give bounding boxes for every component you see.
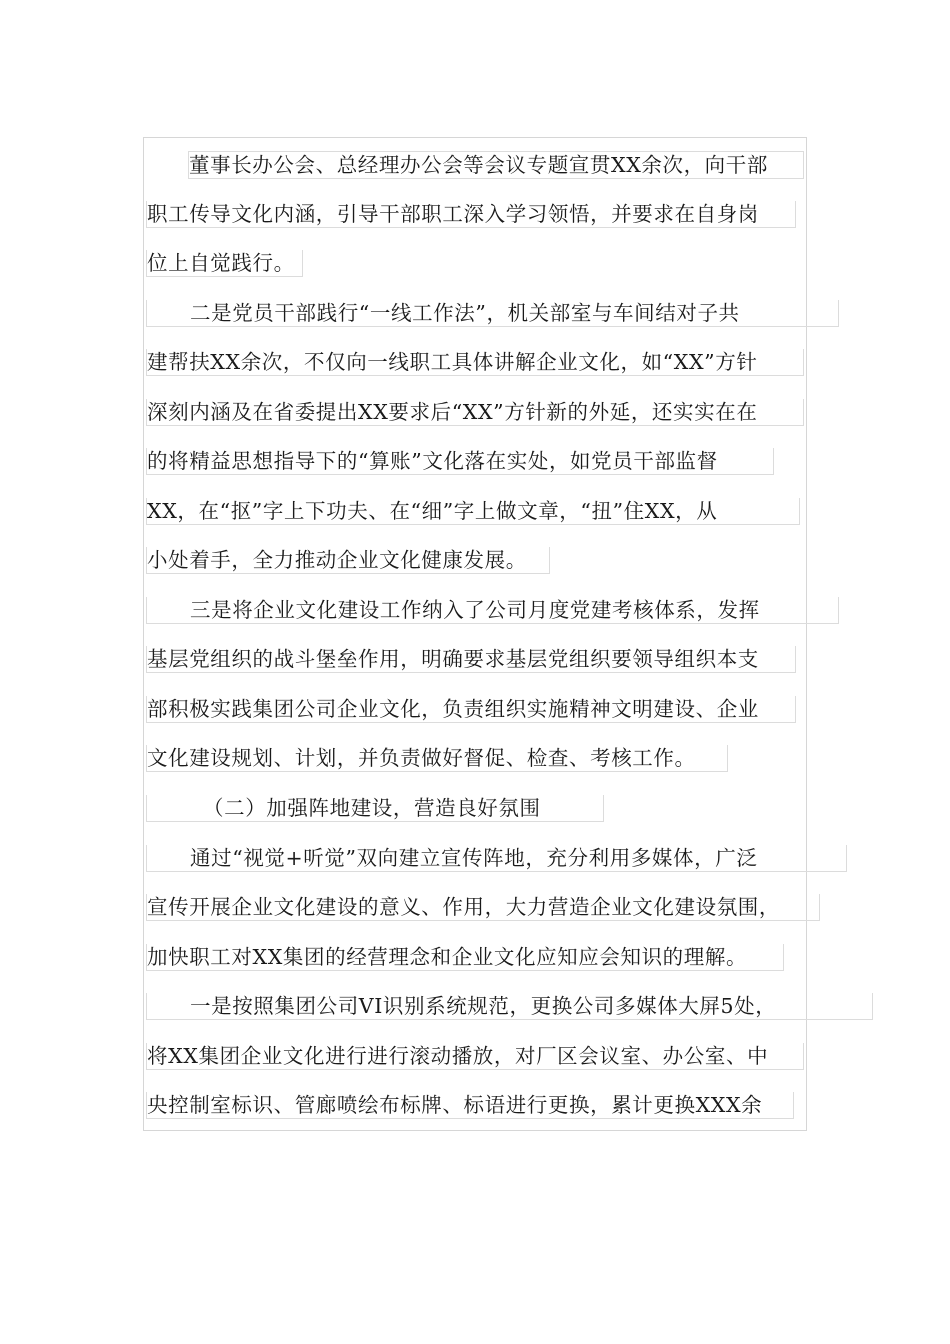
paragraph-text: 通过“视觉+听觉”双向建立宣传阵地，充分利用多媒体，广泛 xyxy=(190,846,758,870)
text-line: 宣传开展企业文化建设的意义、作用，大力营造企业文化建设氛围， xyxy=(146,894,820,921)
text-line: 加快职工对XX集团的经营理念和企业文化应知应会知识的理解。 xyxy=(146,944,784,971)
text-line: 将XX集团企业文化进行进行滚动播放，对厂区会议室、办公室、中 xyxy=(146,1043,804,1070)
text-line: 基层党组织的战斗堡垒作用，明确要求基层党组织要领导组织本支 xyxy=(146,646,796,673)
text-line: 深刻内涵及在省委提出XX要求后“XX”方针新的外延，还实实在在 xyxy=(146,399,804,426)
heading-text: （二）加强阵地建设，营造良好氛围 xyxy=(203,796,541,820)
text-line: 建帮扶XX余次，不仅向一线职工具体讲解企业文化，如“XX”方针 xyxy=(146,349,804,376)
document-page-frame xyxy=(143,137,807,1131)
text-line: 部积极实践集团公司企业文化，负责组织实施精神文明建设、企业 xyxy=(146,696,796,723)
text-line: 央控制室标识、管廊喷绘布标牌、标语进行更换，累计更换XXX余 xyxy=(146,1092,794,1119)
text-line: XX，在“抠”字上下功夫、在“细”字上做文章，“扭”住XX，从 xyxy=(146,498,800,525)
text-line xyxy=(146,845,847,872)
text-line: 职工传导文化内涵，引导干部职工深入学习领悟，并要求在自身岗 xyxy=(146,201,796,228)
text-line xyxy=(146,993,873,1020)
paragraph-text: 一是按照集团公司VI识别系统规范，更换公司多媒体大屏5处， xyxy=(190,994,777,1018)
text-line: 文化建设规划、计划，并负责做好督促、检查、考核工作。 xyxy=(146,745,728,772)
text-line: 的将精益思想指导下的“算账”文化落在实处，如党员干部监督 xyxy=(146,448,774,475)
paragraph-text: 二是党员干部践行“一线工作法”，机关部室与车间结对子共 xyxy=(190,301,740,325)
section-heading xyxy=(146,795,604,822)
text-line: 董事长办公会、总经理办公会等会议专题宣贯XX余次，向干部 xyxy=(188,151,804,179)
text-line xyxy=(146,597,839,624)
text-line xyxy=(146,300,839,327)
text-line: 位上自觉践行。 xyxy=(146,250,303,277)
text-line: 小处着手，全力推动企业文化健康发展。 xyxy=(146,547,550,574)
paragraph-text: 三是将企业文化建设工作纳入了公司月度党建考核体系，发挥 xyxy=(190,598,760,622)
